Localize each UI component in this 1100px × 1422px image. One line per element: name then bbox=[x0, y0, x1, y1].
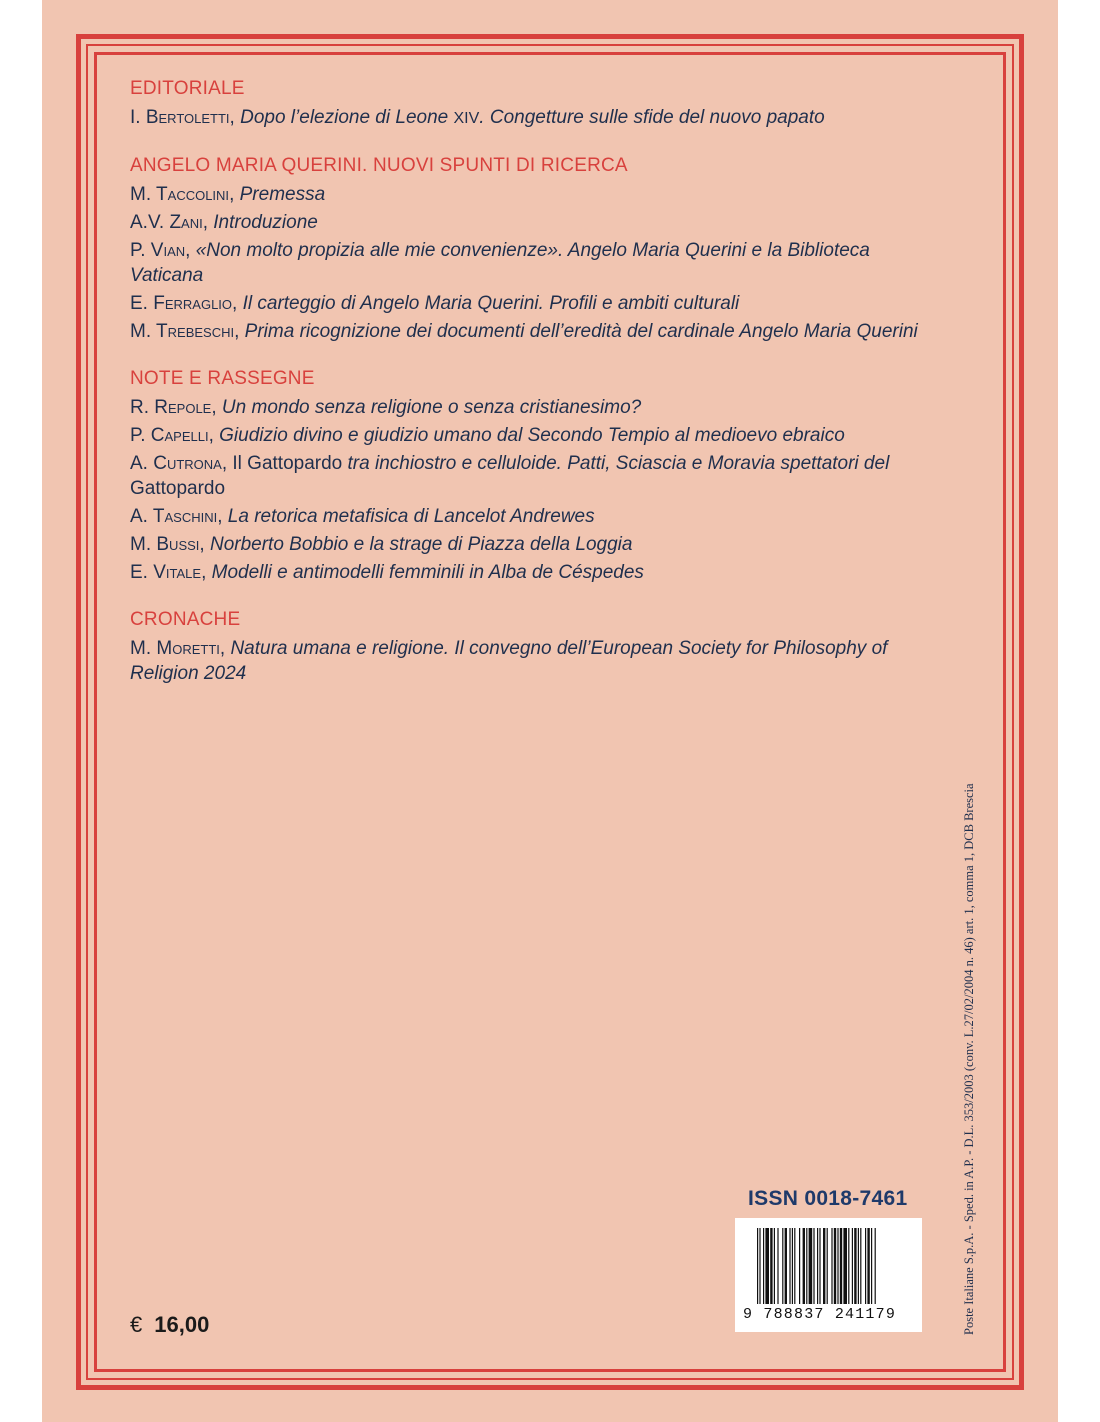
toc-entry: I. Bertoletti, Dopo l’elezione di Leone XIV. Congetture sulle sfide del nuovo papato bbox=[130, 107, 825, 128]
entry-title: Modelli e antimodelli femminili in Alba de Céspedes bbox=[211, 562, 644, 583]
entry-author: E. Ferraglio bbox=[130, 293, 233, 314]
section-heading: CRONACHE bbox=[130, 609, 241, 630]
toc-entry: P. Capelli, Giudizio divino e giudizio umano dal Secondo Tempio al medioevo ebraico bbox=[130, 425, 845, 446]
entry-author: M. Trebeschi bbox=[130, 321, 235, 342]
entry-title: La retorica metafisica di Lancelot Andrewes bbox=[227, 506, 595, 527]
section-note-e-rassegne bbox=[130, 366, 930, 585]
price bbox=[130, 1312, 209, 1338]
barcode bbox=[735, 1218, 922, 1332]
price-currency: € bbox=[130, 1312, 143, 1337]
entry-title: Giudizio divino e giudizio umano dal Secondo Tempio al medioevo ebraico bbox=[219, 425, 845, 446]
section-heading: ANGELO MARIA QUERINI. NUOVI SPUNTI DI RICERCA bbox=[130, 155, 628, 176]
table-of-contents bbox=[130, 76, 930, 708]
toc-entry: M. Moretti, Natura umana e religione. Il convegno dell’European Society for Philosophy of Religion 2024 bbox=[130, 638, 888, 684]
entry-title: «Non molto propizia alle mie convenienze». Angelo Maria Querini e la Biblioteca Vaticana bbox=[130, 240, 870, 286]
toc-entry: E. Vitale, Modelli e antimodelli femminili in Alba de Céspedes bbox=[130, 562, 644, 583]
toc-entry: A. Taschini, La retorica metafisica di Lancelot Andrewes bbox=[130, 506, 595, 527]
entry-title-end: . Congetture sulle sfide del nuovo papato bbox=[479, 107, 825, 128]
entry-author: R. Repole bbox=[130, 397, 212, 418]
entry-author: M. Moretti bbox=[130, 638, 220, 659]
section-querini bbox=[130, 153, 930, 344]
toc-entry: E. Ferraglio, Il carteggio di Angelo Maria Querini. Profili e ambiti culturali bbox=[130, 293, 740, 314]
entry-title-roman-end: Gattopardo bbox=[130, 478, 226, 499]
entry-author: P. Vian bbox=[130, 240, 186, 261]
entry-author: A. Taschini bbox=[130, 506, 218, 527]
toc-entry: A. Cutrona, Il Gattopardo tra inchiostro e celluloide. Patti, Sciascia e Moravia spettatori del Gattopardo bbox=[130, 453, 890, 499]
entry-author: A. Cutrona bbox=[130, 453, 222, 474]
entry-title-roman-start: Il Gattopardo bbox=[232, 453, 343, 474]
toc-entry: M. Bussi, Norberto Bobbio e la strage di Piazza della Loggia bbox=[130, 534, 633, 555]
issn-label: ISSN 0018-7461 bbox=[748, 1187, 908, 1210]
toc-entry: A.V. Zani, Introduzione bbox=[130, 212, 318, 233]
price-value: 16,00 bbox=[154, 1312, 210, 1337]
entry-author: I. Bertoletti bbox=[130, 107, 230, 128]
barcode-digits: 9 788837 241179 bbox=[743, 1306, 897, 1323]
section-heading: EDITORIALE bbox=[130, 78, 245, 99]
entry-title: Prima ricognizione dei documenti dell’eredità del cardinale Angelo Maria Querini bbox=[244, 321, 918, 342]
entry-title: Natura umana e religione. Il convegno dell’European Society for Philosophy of Religion 2024 bbox=[130, 638, 888, 684]
entry-author: M. Taccolini bbox=[130, 184, 230, 205]
barcode-bars bbox=[757, 1228, 905, 1304]
section-editoriale bbox=[130, 76, 930, 131]
entry-author: M. Bussi bbox=[130, 534, 200, 555]
entry-title: Dopo l’elezione di Leone bbox=[240, 107, 454, 128]
entry-title: Norberto Bobbio e la strage di Piazza della Loggia bbox=[209, 534, 633, 555]
entry-title: tra inchiostro e celluloide. Patti, Sciascia e Moravia spettatori del bbox=[342, 453, 890, 474]
postal-notice: Poste Italiane S.p.A. - Sped. in A.P. - D.L. 353/2003 (conv. L.27/02/2004 n. 46) art. 1, comma 1, DCB Brescia bbox=[962, 783, 976, 1335]
toc-entry: R. Repole, Un mondo senza religione o senza cristianesimo? bbox=[130, 397, 642, 418]
entry-title: Introduzione bbox=[213, 212, 318, 233]
entry-author: A.V. Zani bbox=[130, 212, 203, 233]
entry-title-roman-numeral: XIV bbox=[453, 110, 480, 127]
entry-author: E. Vitale bbox=[130, 562, 202, 583]
entry-title: Premessa bbox=[239, 184, 326, 205]
section-heading: NOTE E RASSEGNE bbox=[130, 368, 315, 389]
entry-author: P. Capelli bbox=[130, 425, 209, 446]
section-cronache bbox=[130, 607, 930, 686]
toc-entry: M. Taccolini, Premessa bbox=[130, 184, 326, 205]
toc-entry: M. Trebeschi, Prima ricognizione dei documenti dell’eredità del cardinale Angelo Maria Querini bbox=[130, 321, 918, 342]
entry-title: Un mondo senza religione o senza cristianesimo? bbox=[221, 397, 642, 418]
entry-title: Il carteggio di Angelo Maria Querini. Profili e ambiti culturali bbox=[242, 293, 740, 314]
toc-entry: P. Vian, «Non molto propizia alle mie convenienze». Angelo Maria Querini e la Biblioteca Vaticana bbox=[130, 240, 870, 286]
